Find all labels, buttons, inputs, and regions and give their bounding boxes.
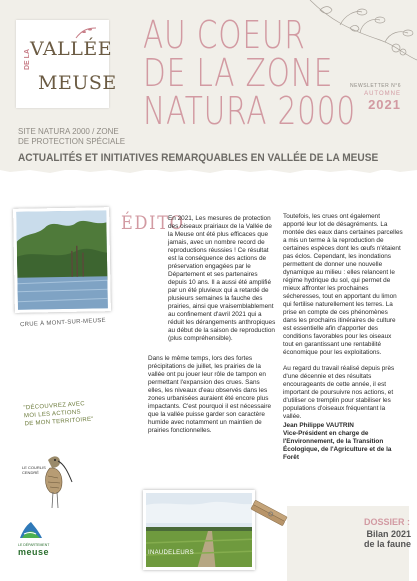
edito-signature	[283, 422, 407, 462]
edition-badge	[350, 82, 401, 112]
dossier-title-line2: de la faune	[364, 539, 412, 549]
page-subtitle: ACTUALITÉS ET INITIATIVES REMARQUABLES EN VALLÉE DE LA MEUSE	[18, 152, 379, 164]
edition-year: 2021	[368, 97, 401, 112]
dept-big-text: meuse	[18, 547, 50, 557]
page-title	[143, 13, 416, 133]
dept-small-text: LE DÉPARTEMENT	[18, 543, 50, 547]
logo-vallee: VALLÉE	[30, 38, 113, 60]
logo-de-la: DE LA	[24, 49, 31, 70]
departement-meuse-logo-icon	[18, 520, 44, 542]
edito-paragraph-4: Au regard du travail réalisé depuis près d'une décennie et des résultats encourageants de cette année, il est important de poursuivre nos actions, et d'utiliser ce tremplin pour stabiliser les populations d'oiseaux fréquentant la vallée.	[283, 365, 395, 420]
torn-paper-edge	[0, 166, 417, 176]
dossier-title[interactable]	[364, 529, 411, 549]
flood-photo	[13, 207, 111, 313]
bird-label-line2: CENDRÉ	[22, 470, 39, 475]
quote-line2: MOI LES ACTIONS	[23, 409, 82, 420]
meadow-photo	[143, 490, 255, 570]
edito-column1-bottom	[148, 355, 276, 443]
quote-line3: DE MON TERRITOIRE"	[24, 416, 95, 428]
flood-photo-image	[16, 210, 111, 313]
edito-column2	[283, 213, 403, 429]
meadow-photo-caption: INAUDELEURS	[148, 550, 194, 556]
site-natura-line2: DE PROTECTION SPÉCIALE	[18, 137, 126, 146]
logo-meuse: MEUSE	[38, 72, 117, 94]
discover-quote	[23, 400, 94, 429]
edito-paragraph-3: Toutefois, les crues ont également apporté leur lot de désagréments. La montée des eaux dans certaines parcelles a mis un terme à la reproduction de certaines espèces dont les œufs n'étaient pas éclos. Cependant, les inondations permettent de donner une nouvelle dynamique au milieu : elles relancent le régime hydrique du sol, qui permet de mieux affronter les prochaines sécheresses, tout en apportant du limon qui fertilise naturellement les terres. La prise en compte de ces phénomènes dans les prochains itinéraires de culture est essentielle afin d'apporter des conditions favorables pour les oiseaux tout en garantissant une rentabilité économique pour les exploitations.	[283, 213, 403, 356]
site-natura-label	[18, 127, 125, 147]
quote-line1: "DÉCOUVREZ AVEC	[23, 401, 86, 412]
edito-paragraph-1: En 2021, Les mesures de protection des oiseaux prairiaux de la Vallée de la Meuse ont été plus efficaces que jamais, avec un nombre record de reproductions réussies ! Ce résultat est la conséquence des actions de préservation engagées par le Département et ses partenaires depuis 10 ans. Il a aussi été amplifié par un été pluvieux qui a retardé de plusieurs semaines la fauche des prairies, ainsi que vraisemblablement au confinement d'avril 2021 qui a réduit les dérangements anthropiques au début de la saison de reproduction (plus compréhensible).	[168, 215, 276, 342]
title-line2: DE LA ZONE	[143, 51, 334, 95]
site-natura-line1: SITE NATURA 2000 / ZONE	[18, 127, 119, 136]
clothespin-icon	[249, 500, 289, 526]
flood-photo-caption: CRUE À MONT-SUR-MEUSE	[19, 317, 107, 329]
edition-season: AUTOMNE	[364, 91, 401, 97]
signature-role: Vice-Président en charge de l'Environnement, de la Transition Écologique, de l'Agriculture et de la Forêt	[283, 430, 392, 461]
dossier-label: DOSSIER :	[364, 517, 411, 527]
curlew-bird-icon	[38, 452, 74, 514]
dossier-title-line1: Bilan 2021	[366, 529, 412, 539]
title-line3: NATURA 2000	[143, 89, 357, 133]
signature-name: Jean Philippe VAUTRIN	[283, 422, 354, 429]
edition-newsletter: NEWSLETTER N°6	[350, 83, 401, 89]
edito-label: ÉDITO	[121, 212, 185, 234]
edito-column1-top	[168, 215, 278, 351]
bird-label-line1: LE COURLIS	[22, 465, 46, 470]
edito-paragraph-2: Dans le même temps, lors des fortes précipitations de juillet, les prairies de la vallée ont pu jouer leur rôle de tampon en permettant l'expansion des crues. Sans elles, les niveaux d'eau observés dans les zones urbanisées auraient été encore plus impactants. C'est pourquoi il est nécessaire que la vallée puisse garder son caractère humide avec notamment un maintien de prairies fonctionnelles.	[148, 355, 272, 434]
vallee-de-la-meuse-logo	[16, 20, 117, 108]
meadow-photo-image	[146, 493, 255, 570]
departement-meuse-wordmark	[18, 543, 49, 557]
page-header	[0, 0, 417, 170]
title-line1: AU COEUR	[143, 13, 306, 57]
